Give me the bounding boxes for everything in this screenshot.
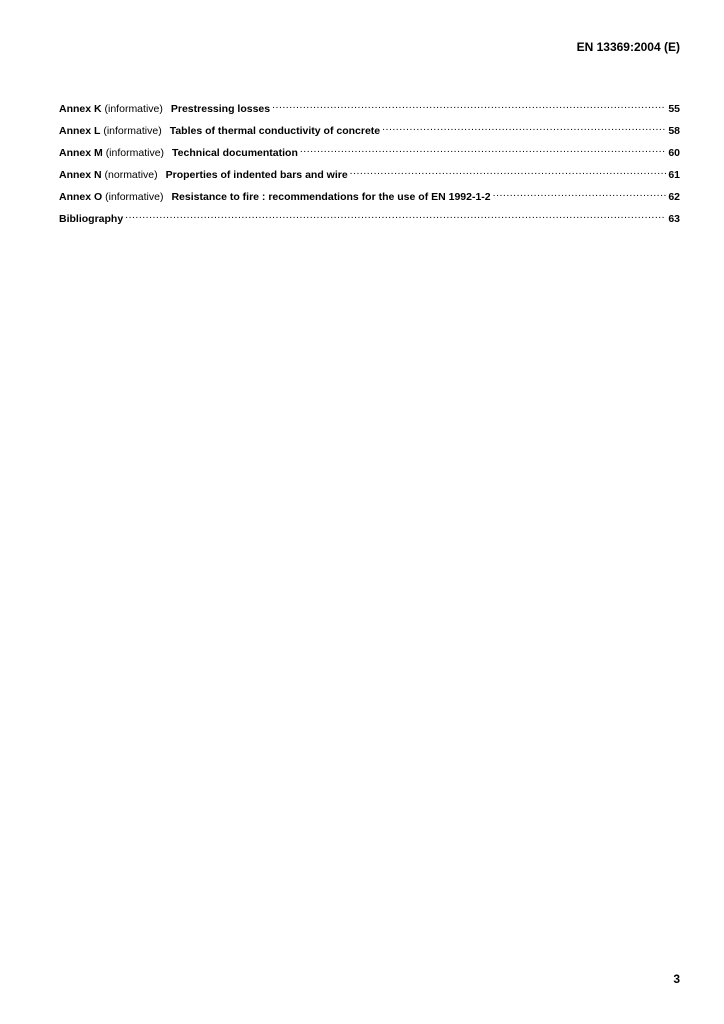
dot-leader: [300, 142, 666, 156]
toc-entry-annex-k[interactable]: [59, 98, 680, 120]
annex-label: [59, 168, 158, 182]
toc-entry-title: Properties of indented bars and wire: [165, 169, 348, 181]
annex-type: (informative): [105, 147, 165, 159]
annex-letter: Annex N: [59, 169, 102, 181]
toc-entry-annex-n[interactable]: [59, 164, 680, 186]
toc-entry-title: Bibliography: [59, 213, 124, 225]
annex-letter: Annex M: [59, 147, 103, 159]
toc-page-number: 61: [668, 169, 680, 181]
annex-label: [59, 146, 164, 160]
toc-page-number: 63: [668, 213, 680, 225]
toc-page-number: 55: [668, 103, 680, 115]
page-number: 3: [673, 972, 680, 986]
annex-letter: Annex L: [59, 125, 101, 137]
annex-type: (informative): [105, 191, 164, 203]
annex-type: (informative): [104, 103, 163, 115]
annex-type: (informative): [103, 125, 162, 137]
table-of-contents: [59, 98, 680, 230]
annex-label: [59, 102, 163, 116]
annex-label: [59, 124, 162, 138]
document-id-header: EN 13369:2004 (E): [576, 40, 680, 54]
toc-page-number: 62: [668, 191, 680, 203]
dot-leader: [382, 120, 666, 134]
toc-entry-annex-l[interactable]: [59, 120, 680, 142]
dot-leader: [350, 164, 667, 178]
toc-entry-annex-m[interactable]: [59, 142, 680, 164]
toc-page-number: 58: [668, 125, 680, 137]
toc-entry-annex-o[interactable]: [59, 186, 680, 208]
annex-label: [59, 190, 163, 204]
annex-letter: Annex O: [59, 191, 103, 203]
toc-entry-title: Tables of thermal conductivity of concrete: [169, 125, 381, 137]
toc-entry-title: Prestressing losses: [170, 103, 271, 115]
toc-entry-title: Technical documentation: [172, 147, 298, 159]
dot-leader: [125, 208, 666, 222]
dot-leader: [272, 98, 666, 112]
toc-page-number: 60: [668, 147, 680, 159]
toc-entry-bibliography[interactable]: [59, 208, 680, 230]
annex-type: (normative): [104, 169, 158, 181]
toc-entry-title: Resistance to fire : recommendations for the use of EN 1992-1-2: [171, 191, 491, 203]
annex-letter: Annex K: [59, 103, 102, 115]
dot-leader: [493, 186, 667, 200]
